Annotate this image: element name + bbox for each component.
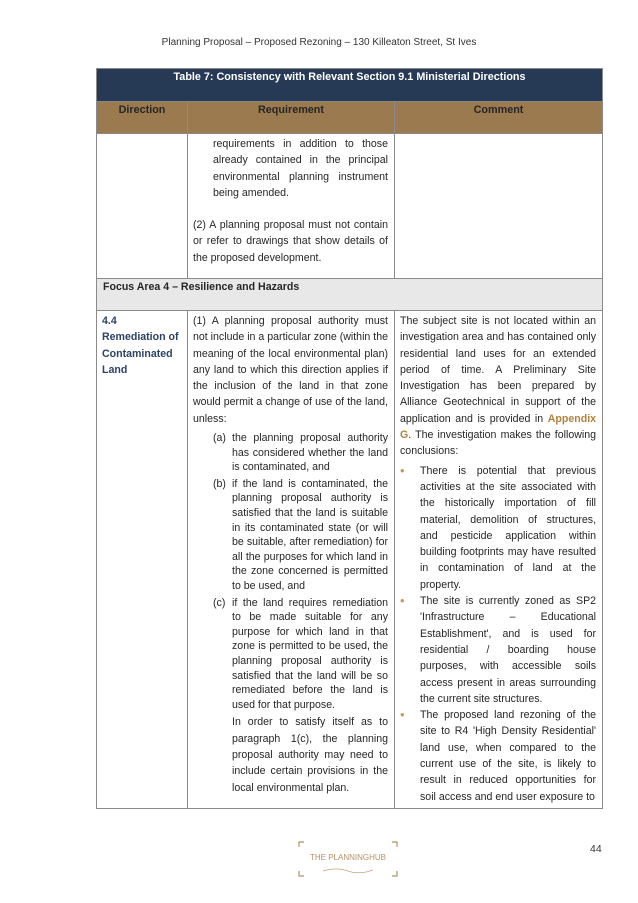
- list-item: [400, 463, 596, 593]
- bullet-icon: •: [400, 462, 405, 478]
- list-label: (a): [213, 432, 226, 445]
- comment-cell: [395, 134, 603, 279]
- bullet-icon: •: [400, 707, 405, 723]
- consistency-table: [96, 68, 603, 809]
- comment-intro-tail: . The investigation makes the following conclusions:: [400, 429, 597, 458]
- list-item: [193, 596, 388, 713]
- column-header-requirement: Requirement: [188, 102, 395, 134]
- requirement-cell: [188, 311, 395, 809]
- list-item: [193, 477, 388, 594]
- page-number: 44: [590, 843, 602, 855]
- planninghub-logo: [297, 840, 399, 878]
- comment-bullets: [400, 463, 596, 805]
- bullet-icon: •: [400, 593, 405, 609]
- list-item: [193, 431, 388, 475]
- page-header: Planning Proposal – Proposed Rezoning – 130 Killeaton Street, St Ives: [161, 37, 477, 48]
- list-text: if the land requires remediation to be made suitable for any purpose for which land in that zone is permitted to be used, the planning proposal authority is satisfied that the land will be so remediated before the land is used for that purpose.: [232, 596, 388, 711]
- requirement-trailing: In order to satisfy itself as to paragraph 1(c), the planning proposal authority may need to include certain provisions in the local environmental plan.: [232, 716, 388, 794]
- list-text: if the land is contaminated, the planning proposal authority is satisfied that the land is suitable in its contaminated state (or will be suitable, after remediation) for all the purposes for which land in the zone concerned is permitted to be used, and: [232, 477, 388, 593]
- list-label: (c): [213, 596, 226, 609]
- column-header-comment: Comment: [395, 102, 603, 134]
- list-item: [400, 593, 596, 707]
- direction-name: Remediation of Contaminated Land: [102, 331, 179, 376]
- comment-cell: [395, 311, 603, 809]
- requirement-clause-2: (2) A planning proposal must not contain or refer to drawings that show details of the proposed development.: [193, 219, 388, 264]
- requirement-intro: (1) A planning proposal authority must not include in a particular zone (within the meaning of the local environmental plan) any land to which this direction applies if the inclusion of the land in that zone would permit a change of use of the land, unless:: [193, 315, 388, 425]
- comment-intro: [400, 313, 596, 460]
- bullet-text: The site is currently zoned as SP2 'Infrastructure – Educational Establishment', and is used for residential / boarding house purposes, with accessible soils access present in areas surrounding the current site structures.: [420, 595, 597, 705]
- table-title: Table 7: Consistency with Relevant Section 9.1 Ministerial Directions: [97, 69, 603, 102]
- direction-number: 4.4: [102, 315, 117, 327]
- list-label: (b): [213, 477, 226, 490]
- direction-cell: [97, 134, 188, 279]
- section-heading: Focus Area 4 – Resilience and Hazards: [97, 279, 603, 311]
- bullet-text: The proposed land rezoning of the site to R4 'High Density Residential' land use, when compared to the current use of the site, is likely to result in reduced opportunities for soil access and end user exposure to: [420, 709, 597, 803]
- list-item: [400, 707, 596, 805]
- logo-text: THE PLANNINGHUB: [309, 853, 387, 862]
- comment-intro-text: The subject site is not located within an investigation area and has contained only residential land uses for an extended period of time. A Preliminary Site Investigation has been prepared by Alliance Geotechnical in support of the application and is provided in: [400, 315, 597, 425]
- bullet-text: There is potential that previous activities at the site associated with the historically importation of fill material, demolition of structures, and pesticide application within building footprints may have resulted in contamination of land at the property.: [420, 464, 597, 591]
- table-row: [97, 134, 603, 279]
- requirement-list: [193, 431, 388, 712]
- direction-cell: [97, 311, 188, 809]
- list-text: the planning proposal authority has considered whether the land is contaminated, and: [232, 432, 388, 474]
- requirement-cell: [188, 134, 395, 279]
- requirement-continued-text: requirements in addition to those already contained in the principal environmental planning instrument being amended.: [213, 138, 388, 199]
- column-header-direction: Direction: [97, 102, 188, 134]
- appendix-link[interactable]: Appendix G: [400, 412, 597, 442]
- table-row: [97, 311, 603, 809]
